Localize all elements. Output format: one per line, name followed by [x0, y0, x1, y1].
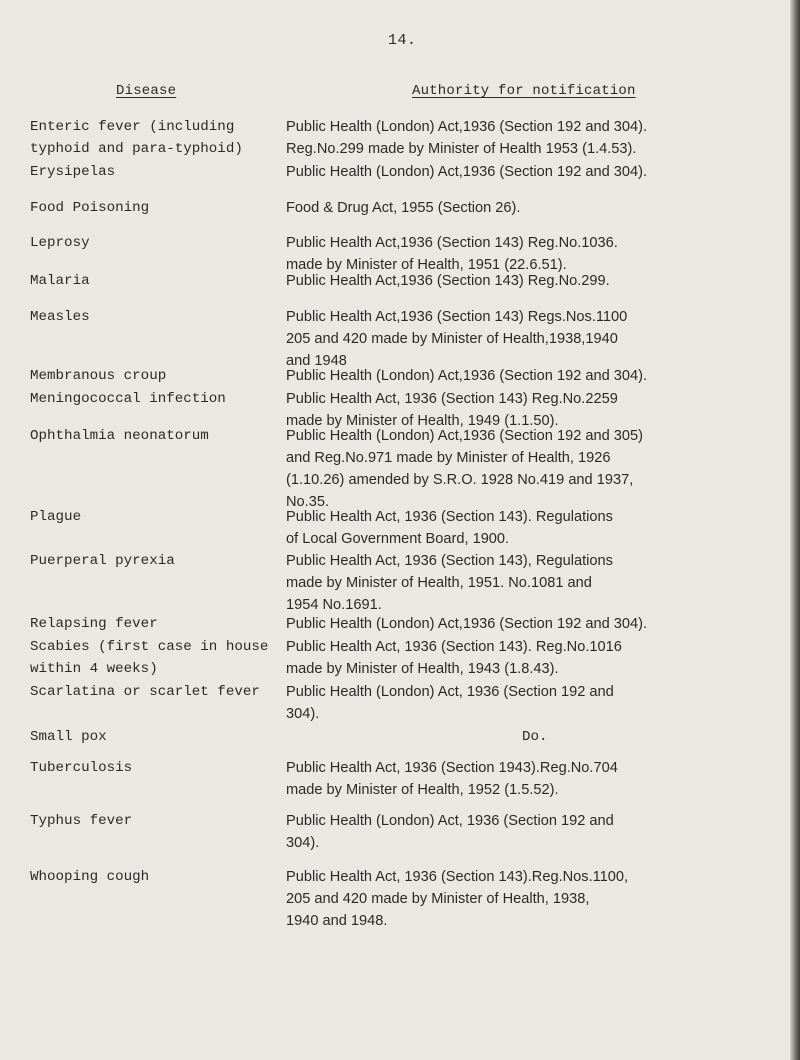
authority-text: Public Health Act,1936 (Section 143) Regs.Nos.1100 205 and 420 made by Minister of Health,1938,1940 and 1948	[286, 309, 628, 369]
authority-text: Public Health (London) Act,1936 (Section 192 and 304).	[286, 368, 648, 384]
disease-name: Measles	[30, 309, 90, 325]
disease-name: Tuberculosis	[30, 760, 133, 776]
disease-name: Typhus fever	[30, 813, 133, 829]
authority-text: Public Health (London) Act, 1936 (Section 192 and 304).	[286, 684, 614, 722]
column-header-authority: Authority for notification	[412, 83, 636, 99]
disease-name: Scabies (first case in house within 4 weeks)	[30, 639, 269, 677]
authority-text: Public Health Act, 1936 (Section 1943).Reg.No.704 made by Minister of Health, 1952 (1.5.52).	[286, 760, 618, 798]
disease-name: Puerperal pyrexia	[30, 553, 175, 569]
authority-text: Food & Drug Act, 1955 (Section 26).	[286, 200, 521, 216]
disease-name: Leprosy	[30, 235, 90, 251]
authority-text: Do.	[522, 729, 548, 745]
authority-text: Public Health Act, 1936 (Section 143), Regulations made by Minister of Health, 1951. No.1081 and 1954 No.1691.	[286, 553, 613, 613]
authority-text: Public Health (London) Act,1936 (Section 192 and 304).	[286, 616, 648, 632]
authority-text: Public Health Act, 1936 (Section 143) Reg.No.2259 made by Minister of Health, 1949 (1.1.50).	[286, 391, 618, 429]
disease-name: Relapsing fever	[30, 616, 158, 632]
authority-text: Public Health (London) Act,1936 (Section 192 and 304).	[286, 164, 648, 180]
page-number: 14.	[388, 32, 417, 49]
authority-text: Public Health Act, 1936 (Section 143). Reg.No.1016 made by Minister of Health, 1943 (1.8.43).	[286, 639, 622, 677]
disease-name: Enteric fever (including typhoid and para-typhoid)	[30, 119, 243, 157]
disease-name: Whooping cough	[30, 869, 150, 885]
authority-text: Public Health Act, 1936 (Section 143). Regulations of Local Government Board, 1900.	[286, 509, 613, 547]
authority-text: Public Health (London) Act,1936 (Section 192 and 305) and Reg.No.971 made by Minister of Health, 1926 (1.10.26) amended by S.R.O. 1928 No.419 and 1937, No.35.	[286, 428, 643, 510]
authority-text: Public Health Act,1936 (Section 143) Reg.No.1036. made by Minister of Health, 1951 (22.6.51).	[286, 235, 618, 273]
disease-name: Ophthalmia neonatorum	[30, 428, 209, 444]
disease-name: Meningococcal infection	[30, 391, 226, 407]
page-edge-shadow	[790, 0, 800, 1060]
disease-name: Erysipelas	[30, 164, 116, 180]
authority-text: Public Health Act,1936 (Section 143) Reg.No.299.	[286, 273, 610, 289]
disease-name: Plague	[30, 509, 82, 525]
column-header-disease: Disease	[116, 83, 177, 99]
disease-name: Scarlatina or scarlet fever	[30, 684, 260, 700]
authority-text: Public Health (London) Act,1936 (Section 192 and 304). Reg.No.299 made by Minister of Health 1953 (1.4.53).	[286, 119, 648, 157]
authority-text: Public Health (London) Act, 1936 (Section 192 and 304).	[286, 813, 614, 851]
disease-name: Small pox	[30, 729, 107, 745]
disease-name: Food Poisoning	[30, 200, 150, 216]
disease-name: Malaria	[30, 273, 90, 289]
disease-name: Membranous croup	[30, 368, 167, 384]
authority-text: Public Health Act, 1936 (Section 143).Reg.Nos.1100, 205 and 420 made by Minister of Health, 1938, 1940 and 1948.	[286, 869, 629, 929]
